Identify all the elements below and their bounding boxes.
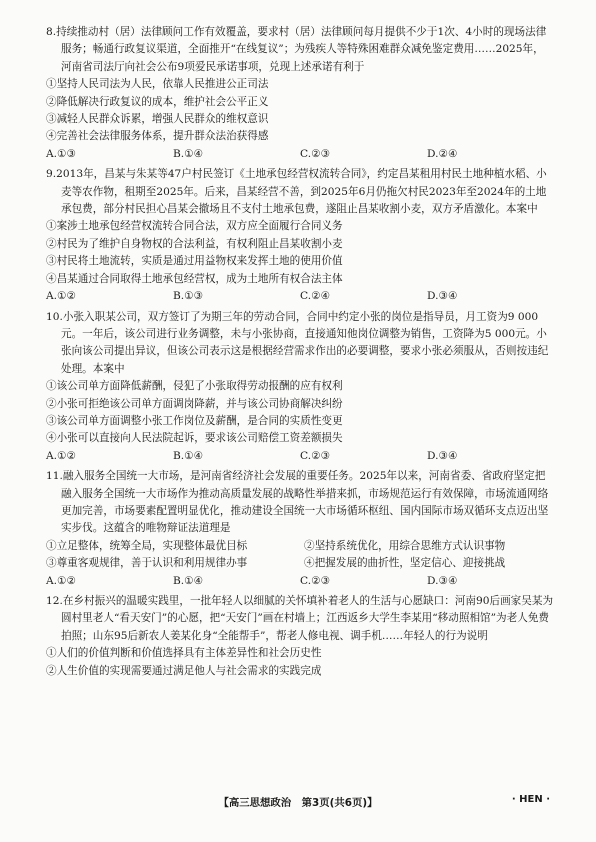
question-11-item-2: ②坚持系统优化，用综合思维方式认识事物 [304, 539, 506, 552]
question-10-choice-d: D.③④ [427, 449, 458, 462]
question-9-item-3: ③村民将土地流转，实质是通过用益物权来发挥土地的使用价值 [46, 255, 343, 268]
question-9-item-1: ①案涉土地承包经营权流转合同合法，双方应全面履行合同义务 [46, 220, 343, 233]
question-10-choice-c: C.②③ [300, 449, 331, 462]
question-11-stem: 11.融入服务全国统一大市场，是河南省经济社会发展的重要任务。2025年以来，河南省委、省政府坚定把融入服务全国统一大市场作为推动高质量发展的战略性举措来抓，市场规范运行有效保障，市场流通网络更加完善，市场要素配置明显优化，推动建设全国统一大市场循环枢纽、国内国际市场双循环支点迈出坚实步伐。这蕴含的唯物辩证法道理是 [46, 470, 549, 535]
question-11-item-3: ③尊重客观规律，善于认识和利用规律办事 [46, 557, 248, 570]
page-footer: 【高三思想政治 第3页(共6页)】 [218, 797, 378, 809]
question-9-item-2: ②村民为了维护自身物权的合法利益，有权利阻止昌某收割小麦 [46, 237, 343, 250]
question-10-stem: 10.小张入职某公司，双方签订了为期三年的劳动合同，合同中约定小张的岗位是指导员，月工资为9 000元。一年后，该公司进行业务调整，未与小张协商，直接通知他岗位调整为销售，工资降为5 000元。小张向该公司提出异议，但该公司表示这是根据经营需求作出的必要调整，要求小张必须服从，否则按违纪处理。本案中 [46, 310, 549, 375]
question-8-item-4: ④完善社会法律服务体系，提升群众法治获得感 [46, 130, 269, 143]
question-11-item-1: ①立足整体，统筹全局，实现整体最优目标 [46, 539, 248, 552]
exam-code: · HEN · [511, 794, 550, 805]
question-9 [46, 166, 554, 305]
question-9-choice-c: C.②④ [300, 290, 331, 303]
question-11-choice-b: B.①④ [173, 574, 204, 587]
question-8-stem: 8.持续推动村（居）法律顾问工作有效覆盖，要求村（居）法律顾问每月提供不少于1次、4小时的现场法律服务；畅通行政复议渠道，全面推开“在线复议”；为残疾人等特殊困难群众减免鉴定费用……2025年，河南省司法厅向社会公布9项爱民承诺事项，兑现上述承诺有利于 [46, 26, 547, 73]
question-8-item-1: ①坚持人民司法为人民，依靠人民推进公正司法 [46, 78, 269, 91]
question-11-items [46, 538, 554, 573]
question-8-item-3: ③减轻人民群众诉累，增强人民群众的维权意识 [46, 113, 269, 126]
question-10-choices [46, 448, 554, 465]
question-11 [46, 468, 554, 590]
question-8 [46, 24, 554, 163]
question-10-item-4: ④小张可以直接向人民法院起诉，要求该公司赔偿工资差额损失 [46, 432, 343, 445]
question-8-item-2: ②降低解决行政复议的成本，维护社会公平正义 [46, 95, 269, 108]
question-11-choice-c: C.②③ [300, 574, 331, 587]
question-10-choice-a: A.①② [46, 449, 77, 462]
question-9-choice-b: B.①③ [173, 290, 204, 303]
question-9-choice-a: A.①② [46, 290, 77, 303]
question-11-item-4: ④把握发展的曲折性，坚定信心、迎接挑战 [304, 557, 506, 570]
question-12-item-2: ②人生价值的实现需要通过满足他人与社会需求的实践完成 [46, 664, 322, 677]
question-10 [46, 309, 554, 466]
question-11-choice-a: A.①② [46, 574, 77, 587]
question-list [46, 24, 554, 683]
question-10-item-1: ①该公司单方面降低薪酬，侵犯了小张取得劳动报酬的应有权利 [46, 380, 343, 393]
question-8-choices [46, 146, 554, 163]
question-11-choice-d: D.③④ [427, 574, 458, 587]
question-12-item-1: ①人们的价值判断和价值选择具有主体差异性和社会历史性 [46, 647, 322, 660]
question-8-choice-c: C.②③ [300, 147, 331, 160]
question-8-choice-d: D.②④ [427, 147, 458, 160]
question-10-item-3: ③该公司单方面调整小张工作岗位及薪酬，是合同的实质性变更 [46, 414, 343, 427]
question-8-choice-b: B.①④ [173, 147, 204, 160]
question-9-stem: 9.2013年，昌某与朱某等47户村民签订《土地承包经营权流转合同》，约定昌某租用村民土地种植水稻、小麦等农作物，租期至2025年。后来，昌某经营不善，到2025年6月仍拖欠村民2023年至2024年的土地承包费，部分村民担心昌某会撤场且不支付土地承包费，遂阻止昌某收割小麦，双方矛盾激化。本案中 [46, 168, 547, 216]
question-8-choice-a: A.①③ [46, 147, 77, 160]
question-12-stem: 12.在乡村振兴的温暖实践里，一批年轻人以细腻的关怀填补着老人的生活与心愿缺口：河南90后画家吴某为圆村里老人“看天安门”的心愿，把“天安门”画在村墙上；江西返乡大学生李某用“移动照相馆”为老人免费拍照；山东95后新农人姜某化身“全能帮手”，帮老人修电视、调手机……年轻人的行为说明 [46, 595, 554, 642]
question-12 [46, 593, 554, 680]
question-9-item-4: ④昌某通过合同取得土地承包经营权，成为土地所有权合法主体 [46, 272, 343, 285]
question-9-choices [46, 288, 554, 305]
question-9-choice-d: D.③④ [427, 290, 458, 303]
question-11-choices [46, 573, 554, 590]
question-10-item-2: ②小张可拒绝该公司单方面调岗降薪，并与该公司协商解决纠纷 [46, 397, 343, 410]
question-10-choice-b: B.①④ [173, 449, 204, 462]
